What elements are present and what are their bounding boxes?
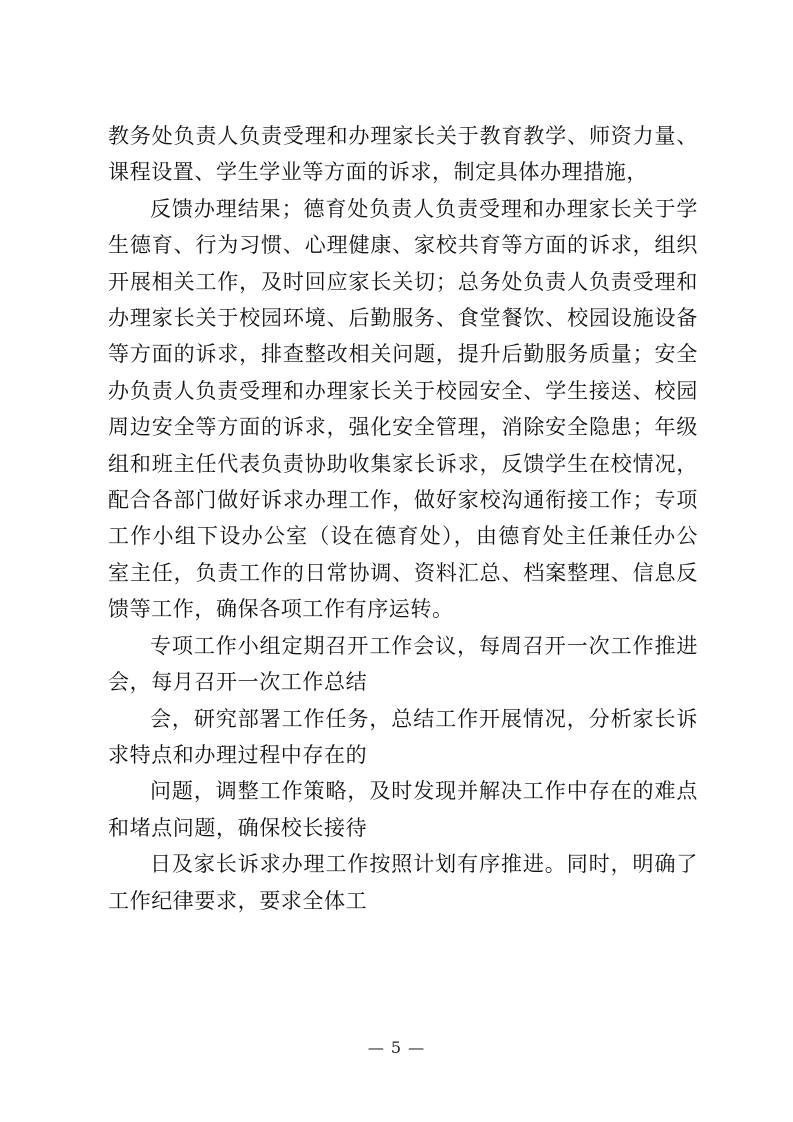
paragraph: 问题，调整工作策略，及时发现并解决工作中存在的难点和堵点问题，确保校长接待 (108, 779, 698, 840)
paragraph: 反馈办理结果；德育处负责人负责受理和办理家长关于学生德育、行为习惯、心理健康、家校共育等方面的诉求，组织开展相关工作，及时回应家长关切；总务处负责人负责受理和办理家长关于校园环境、后勤服务、食堂餐饮、校园设施设备等方面的诉求，排查整改相关问题，提升后勤服务质量；安全办负责人负责受理和办理家长关于校园安全、学生接送、校园周边安全等方面的诉求，强化安全管理，消除安全隐患；年级组和班主任代表负责协助收集家长诉求，反馈学生在校情况，配合各部门做好诉求办理工作，做好家校沟通衔接工作；专项工作小组下设办公室（设在德育处），由德育处主任兼任办公室主任，负责工作的日常协调、资料汇总、档案整理、信息反馈等工作，确保各项工作有序运转。 (108, 196, 698, 622)
paragraph: 日及家长诉求办理工作按照计划有序推进。同时，明确了工作纪律要求，要求全体工 (108, 852, 698, 913)
body-text (108, 118, 698, 919)
paragraph: 教务处负责人负责受理和办理家长关于教育教学、师资力量、课程设置、学生学业等方面的诉求，制定具体办理措施， (108, 124, 698, 185)
paragraph: 会，研究部署工作任务，总结工作开展情况，分析家长诉求特点和办理过程中存在的 (108, 706, 698, 767)
paragraph: 专项工作小组定期召开工作会议，每周召开一次工作推进会，每月召开一次工作总结 (108, 633, 698, 695)
page-number: — 5 — (367, 1038, 426, 1057)
